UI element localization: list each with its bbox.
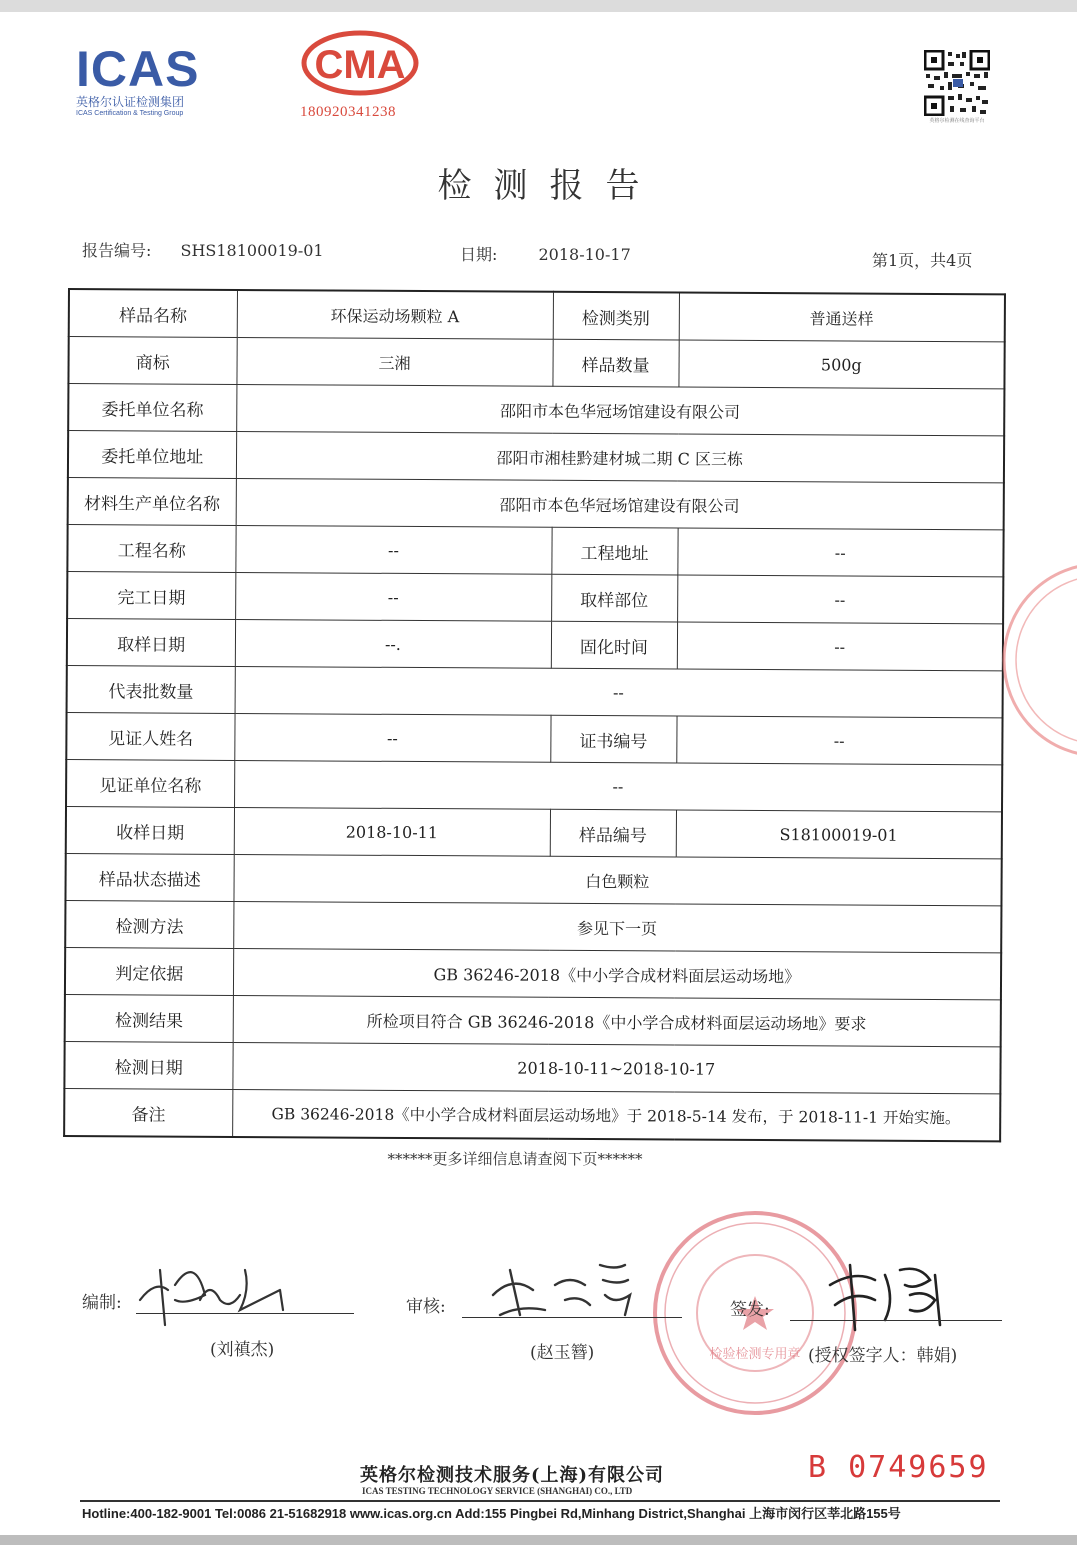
witness-name-label: 见证人姓名 xyxy=(66,712,234,760)
test-type-label: 检测类别 xyxy=(553,292,679,340)
report-table xyxy=(63,288,1008,1142)
table-row xyxy=(65,994,1001,1046)
remark: GB 36246-2018《中小学合成材料面层运动场地》于 2018-5-14 发布，于 2018-11-1 开始实施。 xyxy=(232,1089,1000,1141)
issued-signature-icon xyxy=(820,1255,960,1335)
certificate-number: -- xyxy=(676,716,1002,765)
project-label: 工程名称 xyxy=(67,525,235,573)
sampling-part-label: 取样部位 xyxy=(551,574,677,622)
compiled-name: (刘禛杰) xyxy=(210,1340,275,1360)
compiled-line xyxy=(136,1313,354,1314)
issued-line xyxy=(790,1320,1002,1321)
client-address-label: 委托单位地址 xyxy=(68,431,236,479)
test-date-label: 检测日期 xyxy=(64,1041,232,1089)
complete-date-label: 完工日期 xyxy=(67,572,235,620)
bottom-border xyxy=(0,1535,1077,1545)
test-type: 普通送样 xyxy=(679,293,1005,342)
page-title: 检测报告 xyxy=(437,166,662,206)
sample-number: S18100019-01 xyxy=(676,810,1002,859)
icas-logo-word: ICAS xyxy=(76,41,200,97)
company-name-en: ICAS TESTING TECHNOLOGY SERVICE (SHANGHAI) CO., LTD xyxy=(362,1486,633,1496)
sample-state: 白色颗粒 xyxy=(233,854,1001,905)
table-row xyxy=(67,619,1003,671)
client: 邵阳市本色华冠场馆建设有限公司 xyxy=(236,384,1004,435)
batch-quantity-label: 代表批数量 xyxy=(67,665,235,713)
test-method-label: 检测方法 xyxy=(65,900,233,948)
report-number-label: 报告编号: xyxy=(82,241,152,260)
footer-divider xyxy=(80,1500,1000,1502)
report-date: 2018-10-17 xyxy=(538,245,631,264)
sampling-part: -- xyxy=(677,575,1003,624)
sample-state-label: 样品状态描述 xyxy=(65,853,233,901)
compiled-label: 编制: xyxy=(82,1293,122,1313)
qr-caption: 英格尔检测在线查询平台 xyxy=(929,118,985,124)
report-date-label: 日期: xyxy=(460,245,498,264)
cma-number: 180920341238 xyxy=(300,104,396,120)
brand: 三湘 xyxy=(236,337,552,386)
test-result-label: 检测结果 xyxy=(65,994,233,1042)
client-label: 委托单位名称 xyxy=(68,384,236,432)
cma-mark-icon xyxy=(300,28,422,98)
table-row xyxy=(68,478,1004,530)
table-row xyxy=(67,525,1003,577)
report-number-row xyxy=(82,238,324,261)
remark-label: 备注 xyxy=(64,1088,232,1136)
table-row xyxy=(67,665,1003,717)
reviewed-label: 审核: xyxy=(406,1297,446,1317)
table-row xyxy=(64,1088,1000,1141)
sample-number-label: 样品编号 xyxy=(550,809,676,857)
test-date: 2018-10-11~2018-10-17 xyxy=(232,1042,1000,1093)
receive-date: 2018-10-11 xyxy=(234,807,550,856)
reviewed-signature-icon xyxy=(485,1255,655,1325)
reviewed-name: (赵玉簪) xyxy=(530,1343,595,1363)
sample-name-label: 样品名称 xyxy=(69,289,237,337)
report-date-row xyxy=(460,242,631,265)
serial-number: B 0749659 xyxy=(808,1450,989,1485)
table-row xyxy=(68,337,1004,389)
top-border xyxy=(0,0,1077,12)
table-row xyxy=(65,947,1001,999)
sample-name: 环保运动场颗粒 A xyxy=(237,290,553,339)
table-row xyxy=(67,572,1003,624)
compiled-signature-icon xyxy=(130,1250,300,1330)
hotline-text: Hotline:400-182-9001 Tel:0086 21-51682918 www.icas.org.cn Add:155 Pingbei Rd,Minhang District,Shanghai 上海市闵行区莘北路155号 xyxy=(82,1506,901,1521)
table-row xyxy=(65,853,1001,905)
reviewed-line xyxy=(462,1317,682,1318)
basis: GB 36246-2018《中小学合成材料面层运动场地》 xyxy=(233,948,1001,999)
witness-unit-label: 见证单位名称 xyxy=(66,759,234,807)
company-name-cn: 英格尔检测技术服务(上海)有限公司 xyxy=(360,1465,665,1486)
quantity-label: 样品数量 xyxy=(552,339,678,387)
certificate-number-label: 证书编号 xyxy=(550,715,676,763)
table-row xyxy=(65,900,1001,952)
client-address: 邵阳市湘桂黔建材城二期 C 区三栋 xyxy=(236,431,1004,482)
brand-label: 商标 xyxy=(68,337,236,385)
sampling-date: --. xyxy=(235,619,551,668)
table-row xyxy=(66,806,1002,858)
table-row xyxy=(68,431,1004,483)
issued-label: 签发: xyxy=(730,1300,770,1320)
manufacturer: 邵阳市本色华冠场馆建设有限公司 xyxy=(236,478,1004,529)
project-address-label: 工程地址 xyxy=(551,527,677,575)
cma-logo xyxy=(300,28,422,121)
side-stamp-icon xyxy=(1000,560,1077,760)
witness-unit: -- xyxy=(234,760,1002,811)
table-row xyxy=(66,712,1002,764)
test-result: 所检项目符合 GB 36246-2018《中小学合成材料面层运动场地》要求 xyxy=(233,995,1001,1046)
more-info-note: ******更多详细信息请查阅下页****** xyxy=(387,1150,643,1168)
icas-logo-cn: 英格尔认证检测集团 xyxy=(76,95,185,109)
page-indicator: 第1页，共4页 xyxy=(872,251,973,270)
qr-code-icon xyxy=(924,50,990,116)
stamp-inner-text: 检验检测专用章 xyxy=(709,1347,801,1362)
complete-date: -- xyxy=(235,572,551,621)
project-address: -- xyxy=(677,528,1003,577)
receive-date-label: 收样日期 xyxy=(66,806,234,854)
icas-logo xyxy=(76,41,226,118)
table-row xyxy=(66,759,1002,811)
report-number: SHS18100019-01 xyxy=(180,241,324,260)
table-row xyxy=(68,384,1004,436)
curing-time: -- xyxy=(677,622,1003,671)
sampling-date-label: 取样日期 xyxy=(67,619,235,667)
issued-name: (授权签字人：韩娟) xyxy=(808,1346,958,1366)
curing-time-label: 固化时间 xyxy=(551,621,677,669)
test-method: 参见下一页 xyxy=(233,901,1001,952)
quantity: 500g xyxy=(678,340,1004,389)
icas-logo-en: ICAS Certification & Testing Group xyxy=(76,110,184,117)
manufacturer-label: 材料生产单位名称 xyxy=(68,478,236,526)
basis-label: 判定依据 xyxy=(65,947,233,995)
table-row xyxy=(69,289,1005,342)
table-row xyxy=(64,1041,1000,1093)
project: -- xyxy=(235,525,551,574)
batch-quantity: -- xyxy=(235,666,1003,717)
witness-name: -- xyxy=(234,713,550,762)
cma-mark-text: CMA xyxy=(314,43,406,87)
